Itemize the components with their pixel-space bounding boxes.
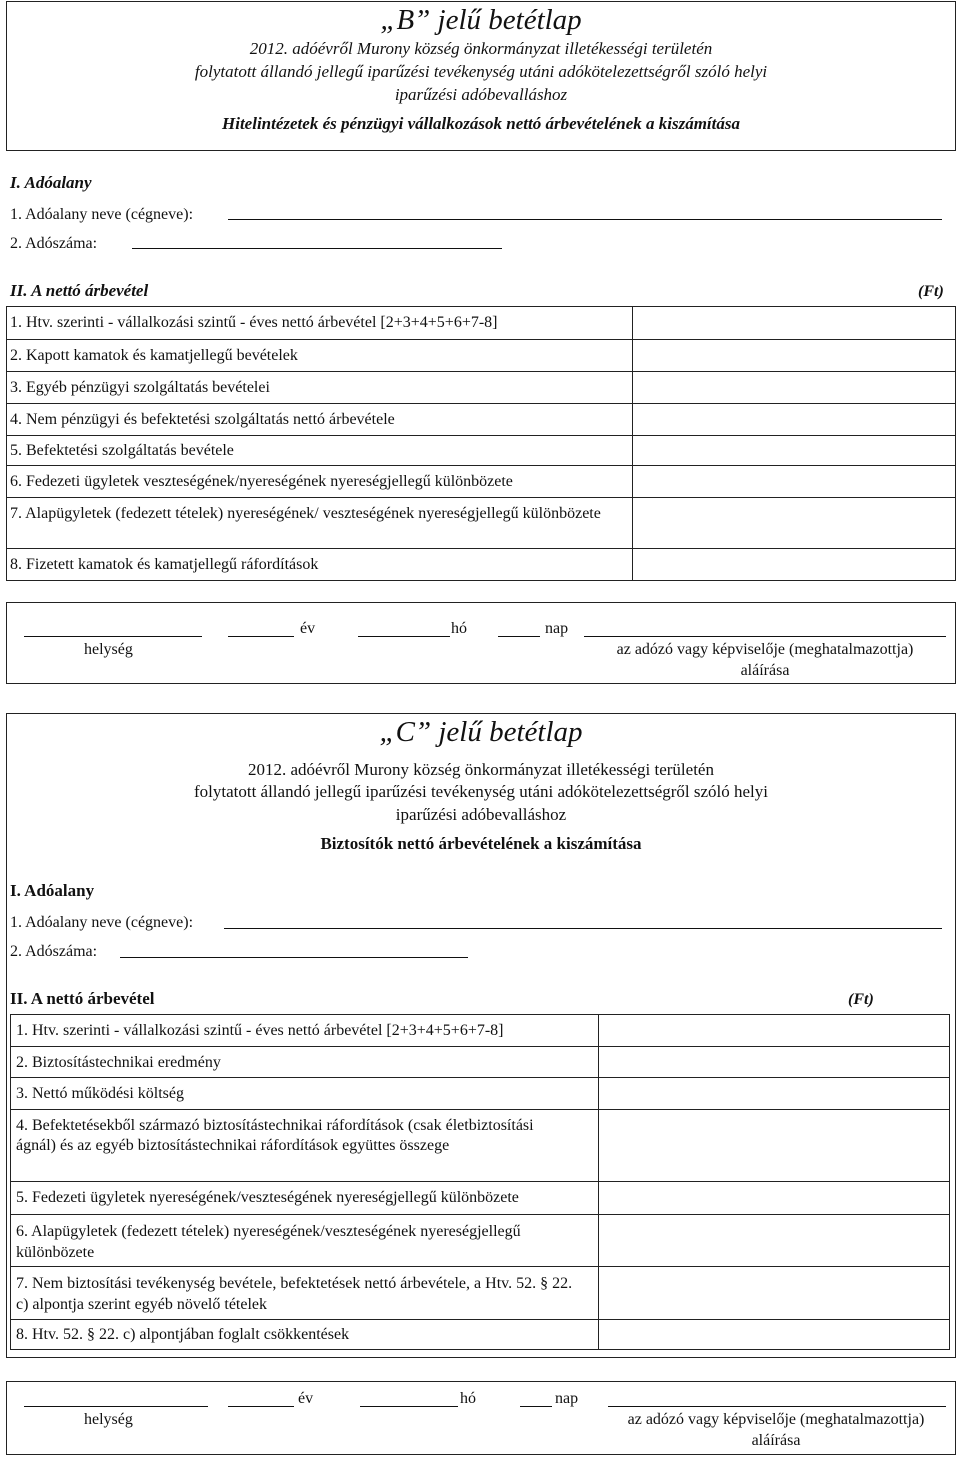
form-c-row-6: 6. Alapügyletek (fedezett tételek) nyereségének/veszteségének nyereségjellegű különbözete bbox=[16, 1223, 521, 1261]
form-b-month-label: hó bbox=[451, 620, 467, 637]
form-b-subtitle-4: Hitelintézetek és pénzügyi vállalkozások nettó árbevételének a kiszámítása bbox=[222, 114, 740, 133]
form-b-signature-field[interactable] bbox=[584, 636, 946, 637]
form-c-subtitle-3: iparűzési adóbevalláshoz bbox=[395, 805, 567, 824]
form-c-row-7: 7. Nem biztosítási tevékenység bevétele, befektetések nettó árbevétele, a Htv. 52. § 22. c) alpontja szerint egyéb növelő tételek bbox=[16, 1275, 573, 1313]
form-c-row-3: 3. Nettó működési költség bbox=[16, 1085, 184, 1102]
form-c-month-field[interactable] bbox=[360, 1406, 458, 1407]
form-c-place-label: helység bbox=[84, 1411, 133, 1428]
form-b-row-2: 2. Kapott kamatok és kamatjellegű bevételek bbox=[10, 347, 298, 364]
form-c-row-8: 8. Htv. 52. § 22. c) alpontjában foglalt csökkentések bbox=[16, 1326, 350, 1343]
form-b-row-8: 8. Fizetett kamatok és kamatjellegű ráfordítások bbox=[10, 556, 319, 573]
form-b-row-1: 1. Htv. szerinti - vállalkozási szintű - éves nettó árbevétel [2+3+4+5+6+7-8] bbox=[10, 314, 498, 331]
form-c-row-1: 1. Htv. szerinti - vállalkozási szintű - éves nettó árbevétel [2+3+4+5+6+7-8] bbox=[16, 1022, 504, 1039]
form-b-year-label: év bbox=[300, 620, 316, 637]
form-c-signer-label: az adózó vagy képviselője (meghatalmazottja) bbox=[627, 1411, 925, 1428]
form-c-tax-field[interactable] bbox=[120, 957, 468, 958]
form-c-row-4: 4. Befektetésekből származó biztosítástechnikai ráfordítások (csak életbiztosítási ágnál) és az egyéb biztosítástechnikai ráfordítások együttes összege bbox=[16, 1117, 534, 1154]
form-b-title: „B” jelű betétlap bbox=[380, 4, 582, 36]
form-b-month-field[interactable] bbox=[358, 636, 450, 637]
form-b-place-label: helység bbox=[84, 641, 133, 658]
form-b-row-6: 6. Fedezeti ügyletek veszteségének/nyereségének nyereségjellegű különbözete bbox=[10, 473, 513, 490]
form-b-tax-label: 2. Adószáma: bbox=[10, 235, 98, 252]
form-b-subtitle-3: iparűzési adóbevalláshoz bbox=[394, 85, 568, 104]
form-b-row-5: 5. Befektetési szolgáltatás bevétele bbox=[10, 442, 234, 459]
form-b-row-7: 7. Alapügyletek (fedezett tételek) nyereségének/ veszteségének nyereségjellegű különbözete bbox=[10, 505, 601, 522]
form-b-unit: (Ft) bbox=[918, 283, 944, 300]
form-c-tax-label: 2. Adószáma: bbox=[10, 943, 98, 960]
form-c-subtitle-1: 2012. adóévről Murony község önkormányzat illetékességi területén bbox=[248, 760, 714, 779]
form-c-subtitle-4: Biztosítók nettó árbevételének a kiszámítása bbox=[320, 834, 642, 853]
form-b-day-field[interactable] bbox=[498, 636, 540, 637]
form-c-name-field[interactable] bbox=[224, 928, 942, 929]
form-b-row-4: 4. Nem pénzügyi és befektetési szolgáltatás nettó árbevétele bbox=[10, 411, 395, 428]
form-b-subtitle-1: 2012. adóévről Murony község önkormányzat illetékességi területén bbox=[249, 39, 713, 58]
form-b-day-label: nap bbox=[545, 620, 569, 637]
form-c-value-column-divider bbox=[598, 1014, 599, 1350]
form-c-signature-field[interactable] bbox=[608, 1406, 946, 1407]
form-c-section-revenue: II. A nettó árbevétel bbox=[10, 989, 155, 1008]
form-b-tax-field[interactable] bbox=[132, 248, 502, 249]
form-c-day-label: nap bbox=[555, 1390, 579, 1407]
form-c-place-field[interactable] bbox=[24, 1406, 208, 1407]
form-b-subtitle-2: folytatott állandó jellegű iparűzési tevékenység utáni adókötelezettségről szóló helyi bbox=[194, 62, 768, 81]
form-b-signer-label: az adózó vagy képviselője (meghatalmazottja) bbox=[616, 641, 914, 658]
form-b-value-column-divider bbox=[632, 306, 633, 581]
form-c-row-5: 5. Fedezeti ügyletek nyereségének/veszteségének nyereségjellegű különbözete bbox=[16, 1189, 519, 1206]
form-c-year-field[interactable] bbox=[228, 1406, 294, 1407]
form-c-title: „C” jelű betétlap bbox=[379, 716, 583, 748]
form-b-name-label: 1. Adóalany neve (cégneve): bbox=[10, 206, 194, 223]
form-c-signature-label: aláírása bbox=[751, 1432, 801, 1449]
form-c-year-label: év bbox=[298, 1390, 314, 1407]
form-c-unit: (Ft) bbox=[848, 991, 874, 1008]
form-b-row-3: 3. Egyéb pénzügyi szolgáltatás bevételei bbox=[10, 379, 270, 396]
form-c-row-2: 2. Biztosítástechnikai eredmény bbox=[16, 1054, 221, 1071]
form-b-section-revenue: II. A nettó árbevétel bbox=[10, 281, 149, 300]
form-b-year-field[interactable] bbox=[228, 636, 294, 637]
form-b-section-taxpayer: I. Adóalany bbox=[10, 173, 92, 192]
form-c-name-label: 1. Adóalany neve (cégneve): bbox=[10, 914, 194, 931]
form-b-name-field[interactable] bbox=[228, 219, 942, 220]
form-c-month-label: hó bbox=[460, 1390, 476, 1407]
form-c-subtitle-2: folytatott állandó jellegű iparűzési tevékenység utáni adókötelezettségről szóló helyi bbox=[193, 782, 769, 801]
form-b-signature-label: aláírása bbox=[740, 662, 790, 679]
form-c-section-taxpayer: I. Adóalany bbox=[10, 881, 95, 900]
form-b-place-field[interactable] bbox=[24, 636, 202, 637]
form-c-day-field[interactable] bbox=[520, 1406, 552, 1407]
